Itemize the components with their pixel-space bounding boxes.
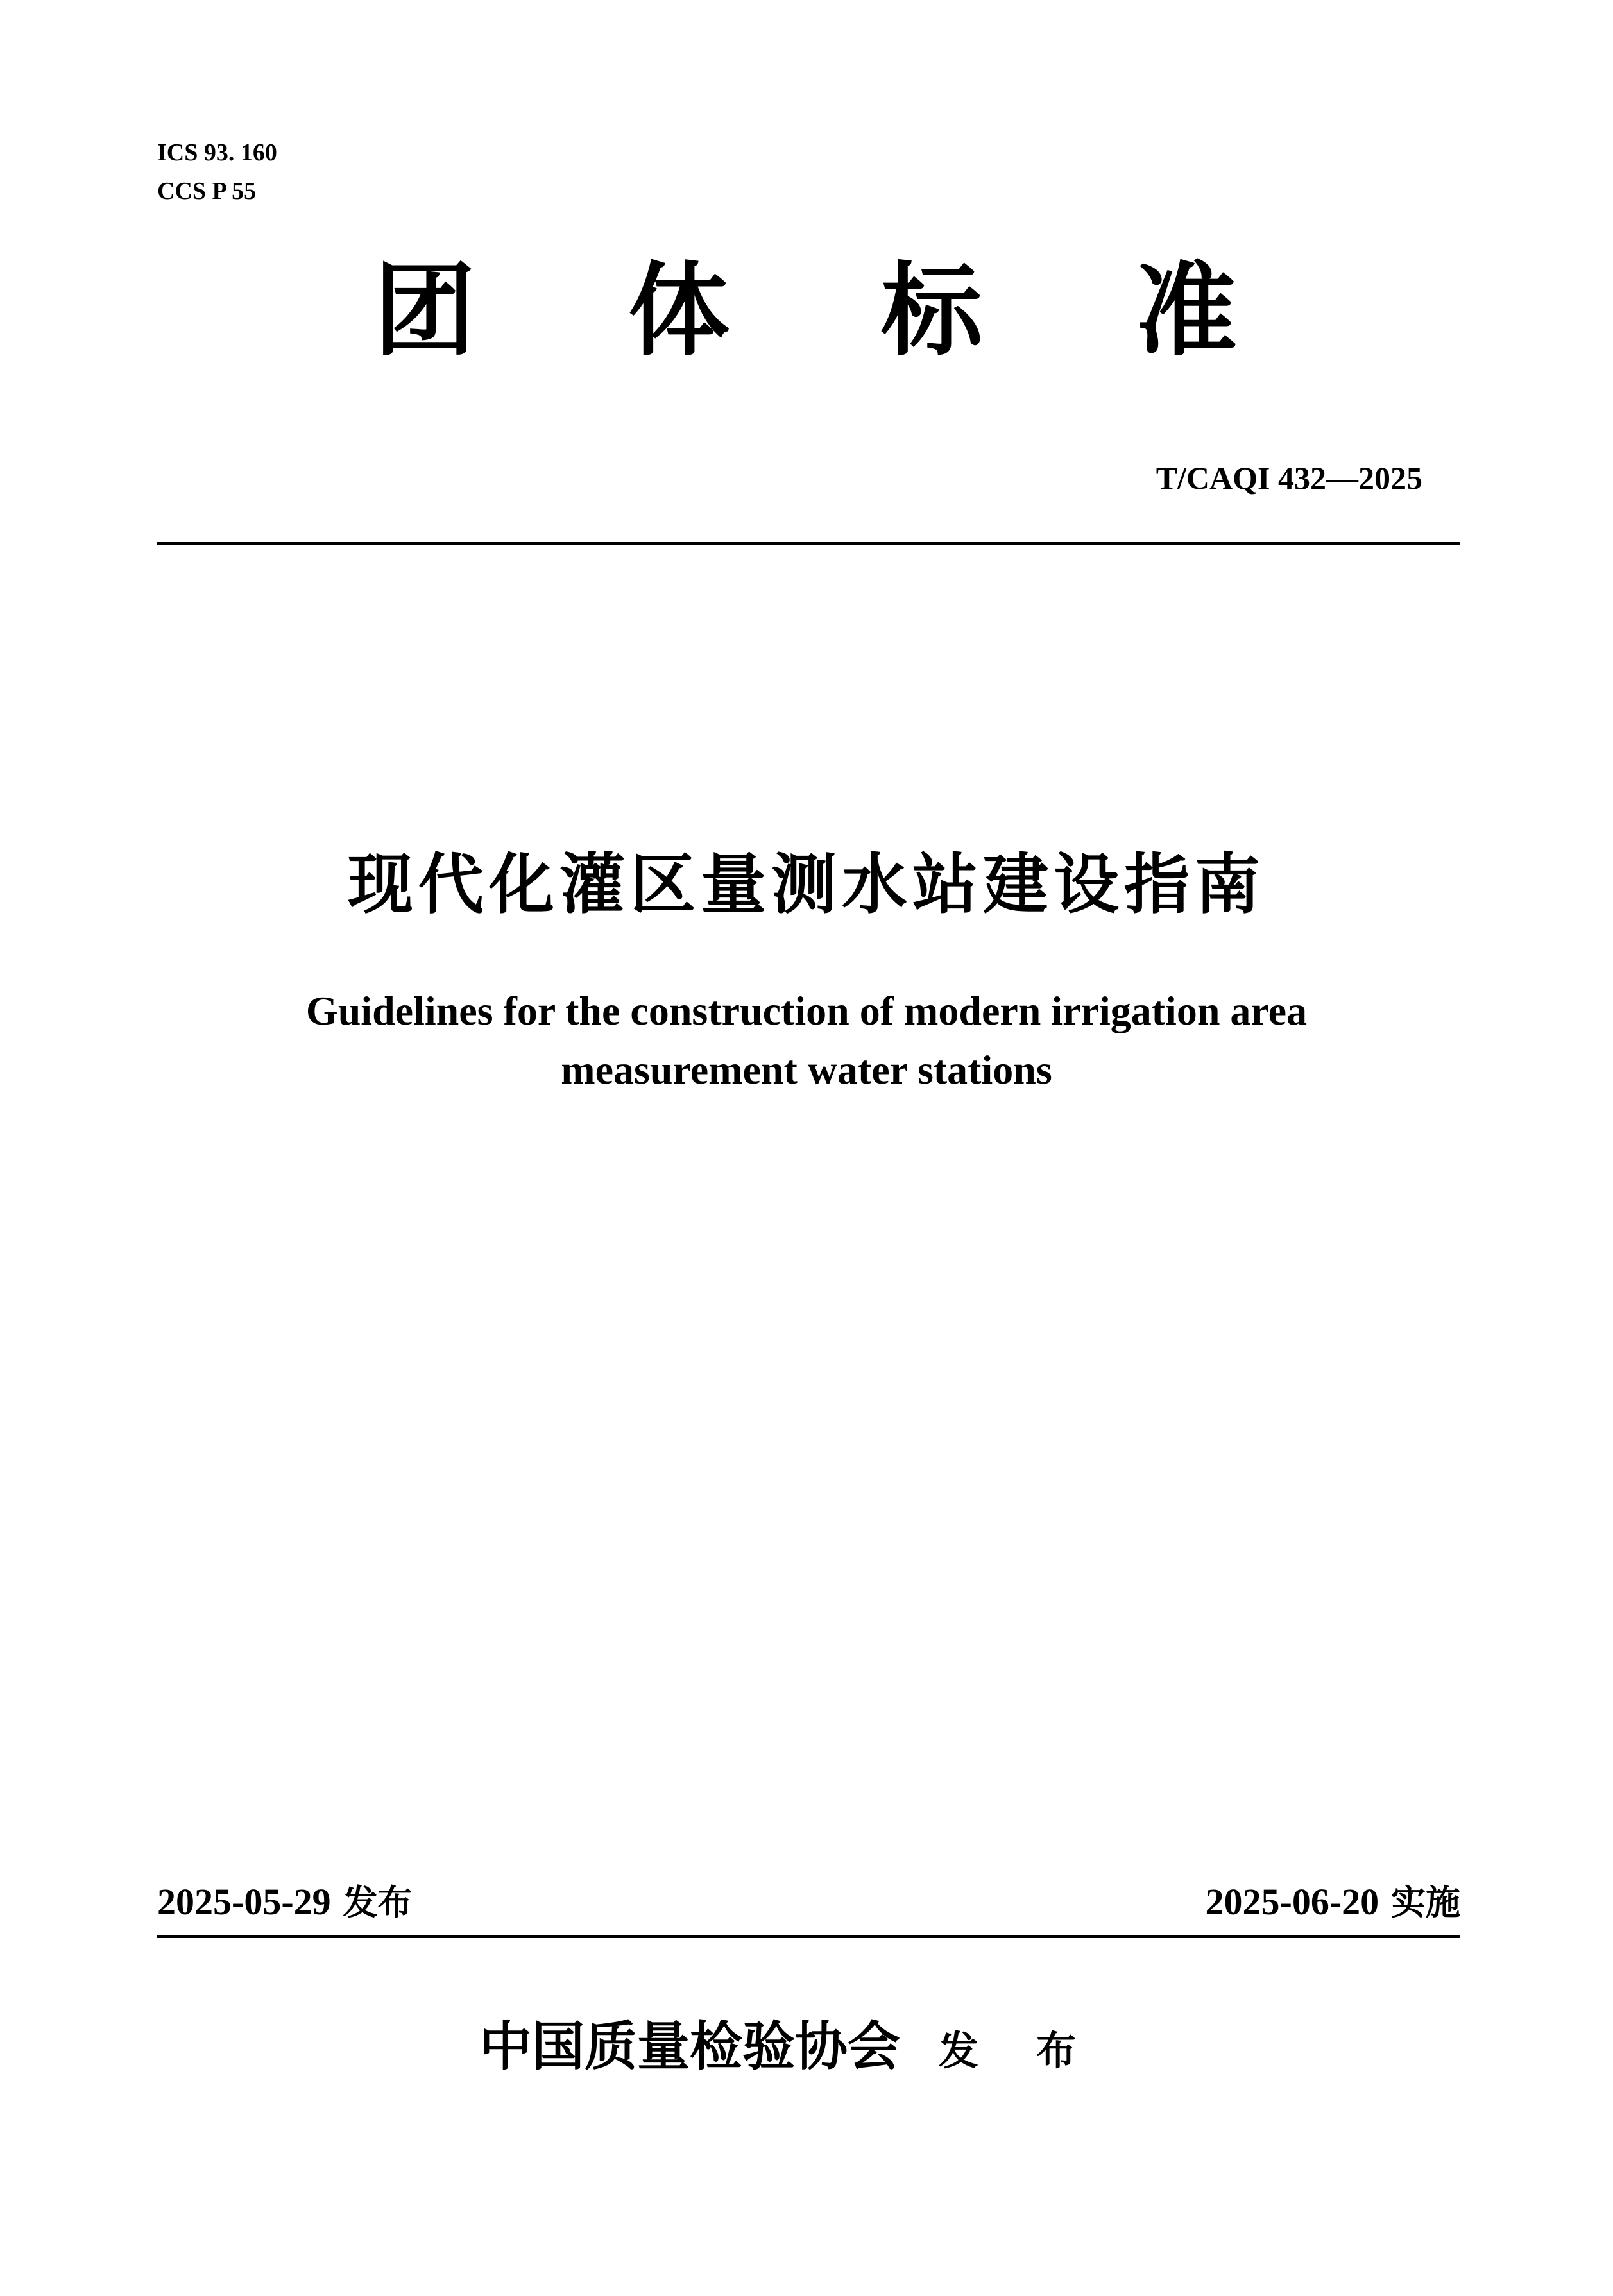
title-english-line: Guidelines for the construction of modern irrigation area	[305, 988, 1308, 1033]
standard-type-char: 标	[881, 252, 982, 370]
publisher-name: 中国质量检验协会	[479, 2016, 900, 2077]
standard-number: T/CAQI 432—2025	[1156, 460, 1422, 496]
ccs-code: CCS P 55	[157, 178, 257, 205]
title-chinese: 现代化灌区量测水站建设指南	[348, 847, 1265, 923]
header-divider	[157, 542, 1460, 545]
classification-codes	[157, 133, 277, 210]
publisher-line	[0, 2008, 1613, 2089]
publish-date-label: 发布	[343, 1882, 413, 1923]
publish-date	[157, 1876, 412, 1928]
standard-type-char: 团	[374, 252, 475, 370]
standard-type-char: 体	[628, 252, 730, 370]
implement-date-value: 2025-06-20	[1205, 1881, 1379, 1923]
implement-date-label: 实施	[1391, 1882, 1460, 1923]
standard-type-heading	[0, 253, 1613, 369]
title-english	[0, 982, 1613, 1100]
implement-date	[1206, 1876, 1460, 1928]
title-english-line: measurement water stations	[561, 1047, 1052, 1093]
ics-code: ICS 93. 160	[157, 139, 277, 166]
publish-date-value: 2025-05-29	[157, 1881, 331, 1923]
footer-divider	[157, 1935, 1460, 1938]
standard-type-char: 准	[1136, 252, 1237, 370]
publisher-action: 发布	[939, 2027, 1134, 2074]
